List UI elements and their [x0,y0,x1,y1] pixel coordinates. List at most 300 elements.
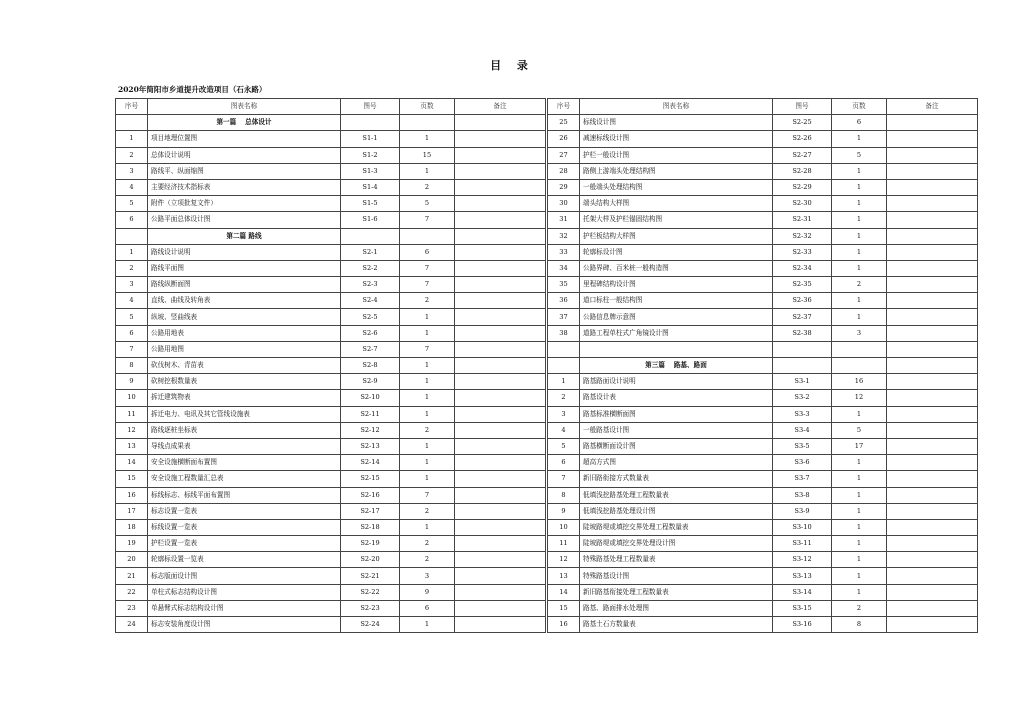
page-count: 1 [832,455,887,471]
row-number: 23 [116,600,148,616]
page-count: 1 [400,406,455,422]
drawing-name: 护栏一般设计图 [580,147,773,163]
drawing-name: 标线设置一览表 [148,519,341,535]
table-row [548,196,978,212]
remark [455,244,546,260]
page-count: 1 [400,617,455,633]
row-number: 13 [548,568,580,584]
row-number: 14 [548,584,580,600]
page-count: 1 [400,358,455,374]
drawing-code: S1-6 [341,212,400,228]
drawing-code: S2-6 [341,325,400,341]
page-count: 5 [832,147,887,163]
row-number: 10 [548,519,580,535]
page-count: 1 [832,131,887,147]
table-row [116,406,546,422]
page-count: 1 [832,406,887,422]
remark [887,131,978,147]
drawing-name: 附件（立项批复文件） [148,196,341,212]
column-header: 图号 [773,99,832,115]
column-header: 序号 [116,99,148,115]
page-count: 6 [832,115,887,131]
drawing-name: 一般端头处理结构图 [580,179,773,195]
drawing-code [773,341,832,357]
page-count: 8 [832,617,887,633]
table-row [548,244,978,260]
drawing-code: S3-15 [773,600,832,616]
row-number: 22 [116,584,148,600]
drawing-name: 路线平、纵面缩图 [148,163,341,179]
table-row [116,309,546,325]
drawing-name: 路线纵断面图 [148,277,341,293]
remark [887,309,978,325]
row-number: 36 [548,293,580,309]
remark [887,325,978,341]
table-row [548,487,978,503]
remark [887,584,978,600]
table-row [548,309,978,325]
page-title: 目 录 [490,59,534,72]
row-number: 25 [548,115,580,131]
project-subtitle: 2020年简阳市乡道提升改造项目（石永路） [118,85,267,94]
drawing-code: S3-1 [773,374,832,390]
drawing-code: S2-35 [773,277,832,293]
table-row [116,536,546,552]
row-number: 24 [116,617,148,633]
drawing-code: S2-20 [341,552,400,568]
page-count: 12 [832,390,887,406]
table-row [116,503,546,519]
row-number: 37 [548,309,580,325]
table-row [548,163,978,179]
page-count: 3 [400,568,455,584]
drawing-name: 陡坡路堤或填挖交界处理设计图 [580,536,773,552]
table-row [548,438,978,454]
drawing-name: 轮廓标设计图 [580,244,773,260]
remark [455,131,546,147]
row-number: 27 [548,147,580,163]
drawing-name: 标线设计图 [580,115,773,131]
row-number: 5 [116,309,148,325]
section-spacer [548,358,580,374]
row-number: 1 [116,131,148,147]
table-row [548,260,978,276]
drawing-name: 标志版面设计图 [148,568,341,584]
drawing-name: 安全设施横断面布置图 [148,455,341,471]
row-number: 7 [548,471,580,487]
drawing-code: S2-26 [773,131,832,147]
page-count: 6 [400,244,455,260]
table-row [548,277,978,293]
drawing-code: S1-5 [341,196,400,212]
row-number: 30 [548,196,580,212]
drawing-code: S2-24 [341,617,400,633]
section-row [116,115,546,131]
drawing-name: 特殊路基设计图 [580,568,773,584]
table-row [548,519,978,535]
drawing-code: S1-4 [341,179,400,195]
table-row [116,455,546,471]
table-row [116,519,546,535]
remark [455,568,546,584]
row-number: 9 [116,374,148,390]
section-empty-cell [400,228,455,244]
drawing-name: 直线、曲线及转角表 [148,293,341,309]
drawing-name: 单悬臂式标志结构设计图 [148,600,341,616]
catalog-table-left [115,98,546,633]
remark [887,293,978,309]
drawing-name: 低填浅挖路基处理工程数量表 [580,487,773,503]
row-number: 10 [116,390,148,406]
table-row [116,179,546,195]
drawing-code: S2-12 [341,422,400,438]
row-number: 2 [116,260,148,276]
drawing-code: S2-18 [341,519,400,535]
row-number: 15 [548,600,580,616]
remark [887,147,978,163]
drawing-code: S2-13 [341,438,400,454]
remark [887,568,978,584]
drawing-name: 路基横断面设计图 [580,438,773,454]
row-number: 35 [548,277,580,293]
remark [887,438,978,454]
page-count: 1 [400,309,455,325]
drawing-name: 道口标柱一般结构图 [580,293,773,309]
page-count: 1 [400,390,455,406]
row-number: 33 [548,244,580,260]
table-row [548,617,978,633]
column-header: 页数 [832,99,887,115]
drawing-code: S2-2 [341,260,400,276]
drawing-name: 路线逐桩坐标表 [148,422,341,438]
remark [455,600,546,616]
page-count: 1 [832,503,887,519]
row-number: 6 [116,212,148,228]
remark [455,260,546,276]
page-count: 9 [400,584,455,600]
remark [887,260,978,276]
row-number: 19 [116,536,148,552]
page-count: 2 [400,422,455,438]
drawing-name: 路基路面设计说明 [580,374,773,390]
table-row [116,277,546,293]
table-row [116,212,546,228]
remark [887,277,978,293]
table-row [116,244,546,260]
page-count: 1 [832,293,887,309]
table-row [116,374,546,390]
page-count: 7 [400,260,455,276]
row-number: 26 [548,131,580,147]
page-count: 1 [832,228,887,244]
drawing-name: 安全设施工程数量汇总表 [148,471,341,487]
drawing-name: 路基、路面排水处理图 [580,600,773,616]
row-number: 11 [116,406,148,422]
drawing-name: 道路工程单柱式广角镜设计图 [580,325,773,341]
drawing-name: 砍树挖根数量表 [148,374,341,390]
row-number: 2 [548,390,580,406]
remark [455,455,546,471]
drawing-code: S2-9 [341,374,400,390]
remark [455,519,546,535]
drawing-name: 主要经济技术指标表 [148,179,341,195]
drawing-code: S2-15 [341,471,400,487]
drawing-name: 标志安装角度设计图 [148,617,341,633]
row-number: 4 [116,179,148,195]
page-count: 5 [832,422,887,438]
table-row [548,131,978,147]
drawing-code: S2-3 [341,277,400,293]
remark [887,617,978,633]
remark [887,244,978,260]
row-number: 6 [116,325,148,341]
section-title: 第二篇 路线 [148,228,341,244]
page-count: 7 [400,277,455,293]
column-header: 图表名称 [580,99,773,115]
section-spacer [116,228,148,244]
remark [455,503,546,519]
row-number: 21 [116,568,148,584]
drawing-code: S1-3 [341,163,400,179]
drawing-code: S2-5 [341,309,400,325]
remark [455,536,546,552]
row-number: 8 [548,487,580,503]
row-number [548,341,580,357]
table-row [116,438,546,454]
table-row [116,471,546,487]
page-count: 15 [400,147,455,163]
remark [455,584,546,600]
remark [887,163,978,179]
drawing-name: 总体设计说明 [148,147,341,163]
section-title: 第一篇 总体设计 [148,115,341,131]
page-count: 1 [832,519,887,535]
table-row [548,115,978,131]
table-row [548,406,978,422]
catalog-table-right [547,98,978,633]
drawing-name: 项目地理位置图 [148,131,341,147]
table-row [116,163,546,179]
drawing-name: 新旧路基衔接处理工程数量表 [580,584,773,600]
row-number: 3 [116,163,148,179]
row-number: 3 [116,277,148,293]
remark [887,212,978,228]
page-count: 6 [400,600,455,616]
remark [887,228,978,244]
drawing-name: 路线设计说明 [148,244,341,260]
section-empty-cell [832,358,887,374]
drawing-name: 公路界碑、百米桩一般构造图 [580,260,773,276]
drawing-name: 一般路基设计图 [580,422,773,438]
table-row [548,536,978,552]
drawing-name: 超高方式图 [580,455,773,471]
row-number: 3 [548,406,580,422]
page-count: 1 [400,163,455,179]
page-count: 1 [832,568,887,584]
page-count: 1 [400,455,455,471]
remark [455,277,546,293]
table-row [548,325,978,341]
column-header: 页数 [400,99,455,115]
page-count [832,341,887,357]
remark [455,309,546,325]
row-number: 31 [548,212,580,228]
drawing-name: 单柱式标志结构设计图 [148,584,341,600]
drawing-name: 拆迁电力、电讯及其它管线设施表 [148,406,341,422]
drawing-name: 砍伐树木、青苗表 [148,358,341,374]
page-count: 1 [832,309,887,325]
remark [887,406,978,422]
page-count: 2 [832,600,887,616]
table-row [116,196,546,212]
drawing-code: S2-11 [341,406,400,422]
drawing-code: S1-1 [341,131,400,147]
page-count: 1 [832,487,887,503]
remark [887,115,978,131]
drawing-name: 护栏板结构大样图 [580,228,773,244]
table-row [116,617,546,633]
drawing-name: 公路用地表 [148,325,341,341]
section-empty-cell [400,115,455,131]
remark [887,341,978,357]
table-row [548,568,978,584]
remark [887,552,978,568]
drawing-code: S2-19 [341,536,400,552]
remark [887,179,978,195]
column-header: 备注 [887,99,978,115]
page-count: 17 [832,438,887,454]
page-count: 1 [832,179,887,195]
row-number: 4 [548,422,580,438]
drawing-name: 轮廓标设置一览表 [148,552,341,568]
page-count: 1 [400,131,455,147]
table-row [116,131,546,147]
table-row [116,568,546,584]
page-count: 16 [832,374,887,390]
remark [455,487,546,503]
page-count: 1 [832,260,887,276]
drawing-name: 路侧上游端头处理结构图 [580,163,773,179]
drawing-name: 标线标志、标线平面布置图 [148,487,341,503]
page-count: 1 [832,244,887,260]
page-count: 1 [832,471,887,487]
drawing-code: S2-27 [773,147,832,163]
section-title: 第三篇 路基、路面 [580,358,773,374]
drawing-code: S3-12 [773,552,832,568]
section-empty-cell [887,358,978,374]
remark [455,374,546,390]
row-number: 32 [548,228,580,244]
table-row [548,600,978,616]
drawing-code: S3-5 [773,438,832,454]
table-row [116,422,546,438]
remark [455,358,546,374]
remark [455,325,546,341]
row-number: 11 [548,536,580,552]
page-count: 1 [400,374,455,390]
page-count: 2 [832,277,887,293]
row-number: 17 [116,503,148,519]
row-number: 14 [116,455,148,471]
row-number: 6 [548,455,580,471]
column-header: 图表名称 [148,99,341,115]
page-count: 2 [400,293,455,309]
section-row [548,358,978,374]
table-row [548,390,978,406]
table-row [116,325,546,341]
table-row [548,455,978,471]
table-row [548,341,978,357]
drawing-code: S3-10 [773,519,832,535]
table-row [116,552,546,568]
drawing-code: S3-2 [773,390,832,406]
remark [455,341,546,357]
drawing-name: 导线点成果表 [148,438,341,454]
table-row [116,358,546,374]
drawing-code: S2-33 [773,244,832,260]
column-header: 序号 [548,99,580,115]
drawing-code: S2-30 [773,196,832,212]
drawing-code: S2-28 [773,163,832,179]
page-count: 1 [400,519,455,535]
drawing-name: 路线平面图 [148,260,341,276]
page-count: 2 [400,536,455,552]
drawing-name: 标志设置一览表 [148,503,341,519]
table-row [116,147,546,163]
row-number: 38 [548,325,580,341]
table-row [548,471,978,487]
remark [455,196,546,212]
row-number: 5 [116,196,148,212]
drawing-name [580,341,773,357]
remark [455,163,546,179]
drawing-code: S2-4 [341,293,400,309]
drawing-code: S3-3 [773,406,832,422]
table-row [548,212,978,228]
page-count: 1 [832,163,887,179]
table-row [548,293,978,309]
drawing-code: S2-37 [773,309,832,325]
drawing-code: S2-7 [341,341,400,357]
drawing-name: 公路信息牌示意图 [580,309,773,325]
drawing-code: S2-22 [341,584,400,600]
table-row [116,341,546,357]
row-number: 1 [116,244,148,260]
row-number: 7 [116,341,148,357]
row-number: 5 [548,438,580,454]
column-header: 图号 [341,99,400,115]
drawing-name: 公路平面总体设计图 [148,212,341,228]
drawing-code: S2-10 [341,390,400,406]
drawing-code: S2-21 [341,568,400,584]
row-number: 16 [116,487,148,503]
section-empty-cell [773,358,832,374]
page-count: 1 [400,471,455,487]
row-number: 20 [116,552,148,568]
remark [455,438,546,454]
row-number: 34 [548,260,580,276]
drawing-name: 纵坡、竖曲线表 [148,309,341,325]
row-number: 9 [548,503,580,519]
table-row [116,487,546,503]
section-empty-cell [341,115,400,131]
drawing-name: 路基设计表 [580,390,773,406]
drawing-code: S3-16 [773,617,832,633]
drawing-name: 公路用地图 [148,341,341,357]
remark [455,179,546,195]
row-number: 16 [548,617,580,633]
section-row [116,228,546,244]
